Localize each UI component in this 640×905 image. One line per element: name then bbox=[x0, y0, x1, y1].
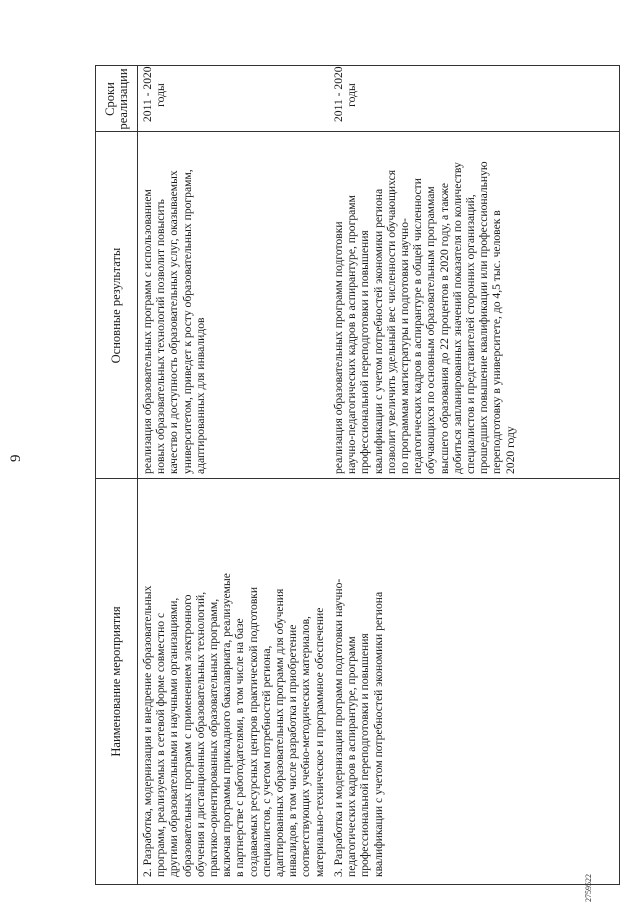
text-line: включая программы прикладного бакалавриата, реализуемые bbox=[220, 573, 234, 877]
text-line: соответствующих учебно-методических материалов, bbox=[299, 616, 313, 877]
text-line: прошедших повышение квалификации или профессиональную bbox=[477, 161, 491, 474]
text-line: квалификации с учетом потребностей экономики региона bbox=[371, 188, 385, 474]
text-line: педагогических кадров в аспирантуре, программ bbox=[345, 636, 359, 877]
row-3-results bbox=[332, 161, 517, 474]
text-line: годы bbox=[154, 83, 168, 107]
column-divider bbox=[96, 478, 619, 479]
text-line: годы bbox=[345, 83, 359, 107]
text-line: материально-техническое и программное обеспечение bbox=[312, 607, 326, 877]
text-line: университетом, приведет к росту образовательных программ, bbox=[180, 169, 194, 474]
text-line: практико-ориентированных образовательных программ, bbox=[207, 598, 221, 877]
text-line: научно-педагогических кадров в аспирантуре, программ bbox=[345, 195, 359, 474]
row-2-activity bbox=[141, 573, 326, 877]
column-divider bbox=[96, 131, 619, 132]
text-line: программ, реализуемых в сетевой форме совместно с bbox=[154, 612, 168, 877]
text-line: 2. Разработка, модернизация и внедрение образовательных bbox=[141, 585, 154, 877]
measures-table bbox=[95, 65, 620, 885]
text-line: реализация образовательных программ подготовки bbox=[332, 221, 345, 474]
text-line: высшего образования до 22 процентов в 2020 году, а также bbox=[437, 183, 451, 474]
row-3-term bbox=[332, 68, 358, 122]
text-line: профессиональной переподготовки и повышения bbox=[358, 633, 372, 877]
header-results: Основные результаты bbox=[109, 247, 123, 364]
row-2-term bbox=[141, 68, 167, 122]
text-line: инвалидов, в том числе разработка и приобретение bbox=[286, 624, 300, 877]
text-line: профессиональной переподготовки и повышения bbox=[358, 230, 372, 474]
text-line: специалистов, с учетом потребностей региона, bbox=[259, 645, 273, 877]
text-line: в партнерстве с работодателями, в том числе на базе bbox=[233, 618, 247, 877]
page-number: 9 bbox=[8, 454, 24, 462]
header-term-line: Сроки bbox=[102, 82, 117, 116]
text-line: обучающихся по основным образовательным программам bbox=[424, 186, 438, 474]
text-line: добиться запланированных значений показателя по количеству bbox=[450, 162, 464, 474]
text-line: новых образовательных технологий позволит повысить bbox=[154, 199, 168, 474]
text-line: реализация образовательных программ с использованием bbox=[141, 189, 154, 474]
text-line: качество и доступность образовательных услуг, оказываемых bbox=[167, 170, 181, 474]
text-line: адаптированных для инвалидов bbox=[193, 317, 207, 474]
text-line: другими образовательными и научными организациями, bbox=[167, 597, 181, 877]
text-line: 2020 году bbox=[503, 426, 517, 474]
text-line: 2011 - 2020 bbox=[141, 66, 154, 122]
text-line: создаваемых ресурсных центров практической подготовки bbox=[246, 586, 260, 877]
row-3-activity bbox=[332, 579, 385, 877]
text-line: 2011 - 2020 bbox=[332, 66, 345, 122]
text-line: специалистов и представителей сторонних организаций, bbox=[464, 194, 478, 474]
text-line: 3. Разработка и модернизация программ подготовки научно- bbox=[332, 578, 345, 877]
document-code: 2759522 bbox=[584, 874, 593, 902]
row-2-results bbox=[141, 169, 207, 474]
text-line: образовательных программ с применением электронного bbox=[180, 594, 194, 877]
header-divider bbox=[137, 66, 138, 884]
text-line: обучения и дистанционных образовательных технологий, bbox=[193, 591, 207, 877]
text-line: переподготовку в университете, до 4,5 тыс. человек в bbox=[490, 210, 504, 474]
text-line: педагогических кадров в аспирантуре в общей численности bbox=[411, 178, 425, 474]
header-term-line: реализации bbox=[115, 68, 130, 130]
text-line: по программам магистратуры и подготовки научно- bbox=[398, 218, 412, 474]
text-line: адаптированных образовательных программ для обучения bbox=[273, 588, 287, 877]
header-term bbox=[96, 66, 137, 132]
text-line: позволит увеличить удельный вес численности обучающихся bbox=[384, 169, 398, 474]
text-line: квалификации с учетом потребностей экономики региона bbox=[371, 591, 385, 877]
header-activity: Наименование мероприятия bbox=[109, 606, 123, 757]
